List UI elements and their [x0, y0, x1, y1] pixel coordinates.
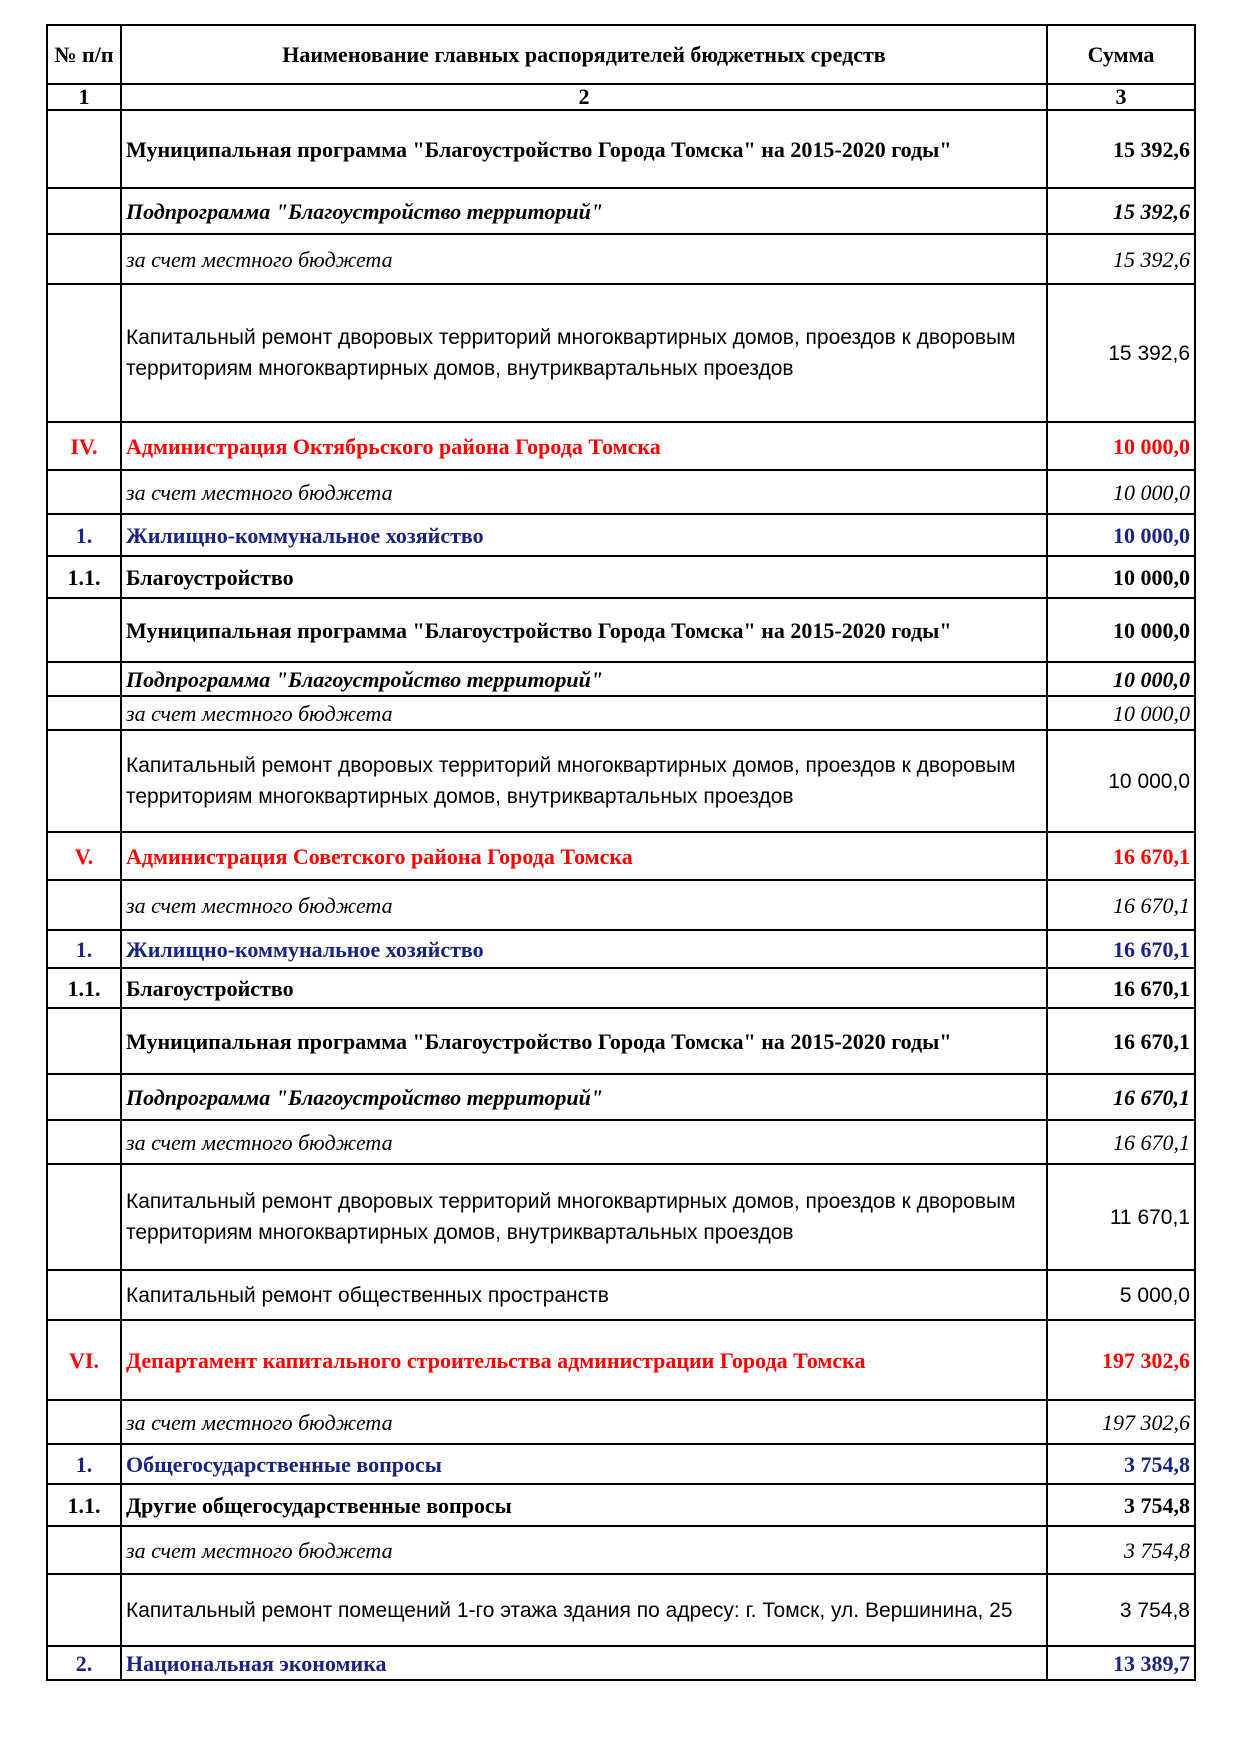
- table-row: [47, 832, 1195, 880]
- table-header-row: [47, 25, 1195, 84]
- row-sum: 10 000,0: [1047, 662, 1195, 696]
- row-name: Национальная экономика: [121, 1646, 1047, 1680]
- row-sum: 10 000,0: [1047, 696, 1195, 730]
- header-name: Наименование главных распорядителей бюджетных средств: [121, 25, 1047, 84]
- table-row: [47, 598, 1195, 662]
- row-name: Благоустройство: [121, 968, 1047, 1008]
- table-row: [47, 1120, 1195, 1164]
- table-row: [47, 1270, 1195, 1320]
- row-sum: 10 000,0: [1047, 730, 1195, 832]
- row-sum: 16 670,1: [1047, 930, 1195, 968]
- row-name: Другие общегосударственные вопросы: [121, 1484, 1047, 1526]
- row-sum: 3 754,8: [1047, 1574, 1195, 1646]
- row-name: за счет местного бюджета: [121, 880, 1047, 930]
- table-row: [47, 880, 1195, 930]
- row-sum: 15 392,6: [1047, 188, 1195, 234]
- table-body: [47, 110, 1195, 1680]
- row-number: [47, 1400, 121, 1444]
- row-sum: 15 392,6: [1047, 234, 1195, 284]
- row-number: 1.: [47, 1444, 121, 1484]
- row-number: [47, 730, 121, 832]
- row-sum: 16 670,1: [1047, 1120, 1195, 1164]
- table-row: [47, 234, 1195, 284]
- row-number: [47, 598, 121, 662]
- row-sum: 16 670,1: [1047, 968, 1195, 1008]
- row-sum: 11 670,1: [1047, 1164, 1195, 1270]
- row-sum: 16 670,1: [1047, 1008, 1195, 1074]
- table-row: [47, 1574, 1195, 1646]
- row-sum: 3 754,8: [1047, 1526, 1195, 1574]
- row-sum: 13 389,7: [1047, 1646, 1195, 1680]
- row-number: [47, 1270, 121, 1320]
- table-row: [47, 188, 1195, 234]
- row-number: [47, 1074, 121, 1120]
- row-number: [47, 110, 121, 188]
- row-name: Капитальный ремонт помещений 1-го этажа здания по адресу: г. Томск, ул. Вершинина, 25: [121, 1574, 1047, 1646]
- row-sum: 197 302,6: [1047, 1400, 1195, 1444]
- row-name: Подпрограмма "Благоустройство территорий": [121, 662, 1047, 696]
- table-row: [47, 110, 1195, 188]
- row-name: Благоустройство: [121, 556, 1047, 598]
- row-name: за счет местного бюджета: [121, 234, 1047, 284]
- row-sum: 10 000,0: [1047, 422, 1195, 470]
- row-sum: 16 670,1: [1047, 1074, 1195, 1120]
- row-number: [47, 662, 121, 696]
- row-sum: 15 392,6: [1047, 284, 1195, 422]
- row-name: Департамент капитального строительства администрации Города Томска: [121, 1320, 1047, 1400]
- row-name: Жилищно-коммунальное хозяйство: [121, 514, 1047, 556]
- row-number: 1.1.: [47, 556, 121, 598]
- table-row: [47, 284, 1195, 422]
- row-name: за счет местного бюджета: [121, 1400, 1047, 1444]
- table-row: [47, 1164, 1195, 1270]
- table-row: [47, 514, 1195, 556]
- column-number-3: 3: [1047, 84, 1195, 110]
- row-sum: 3 754,8: [1047, 1484, 1195, 1526]
- row-sum: 5 000,0: [1047, 1270, 1195, 1320]
- header-sum: Сумма: [1047, 25, 1195, 84]
- row-number: [47, 880, 121, 930]
- row-sum: 16 670,1: [1047, 832, 1195, 880]
- row-number: 1.1.: [47, 968, 121, 1008]
- row-name: Муниципальная программа "Благоустройство Города Томска" на 2015-2020 годы": [121, 598, 1047, 662]
- table-row: [47, 1484, 1195, 1526]
- row-sum: 197 302,6: [1047, 1320, 1195, 1400]
- row-name: Общегосударственные вопросы: [121, 1444, 1047, 1484]
- table-row: [47, 1320, 1195, 1400]
- column-number-row: [47, 84, 1195, 110]
- table-row: [47, 1444, 1195, 1484]
- row-name: Капитальный ремонт общественных пространств: [121, 1270, 1047, 1320]
- row-sum: 16 670,1: [1047, 880, 1195, 930]
- row-name: Капитальный ремонт дворовых территорий многоквартирных домов, проездов к дворовым территориям многоквартирных домов, внутриквартальных проездов: [121, 730, 1047, 832]
- table-row: [47, 1074, 1195, 1120]
- row-name: Капитальный ремонт дворовых территорий многоквартирных домов, проездов к дворовым территориям многоквартирных домов, внутриквартальных проездов: [121, 1164, 1047, 1270]
- table-row: [47, 1400, 1195, 1444]
- row-number: [47, 1120, 121, 1164]
- row-number: [47, 188, 121, 234]
- row-number: [47, 1526, 121, 1574]
- row-number: V.: [47, 832, 121, 880]
- table-row: [47, 968, 1195, 1008]
- table-row: [47, 1526, 1195, 1574]
- row-number: 1.: [47, 514, 121, 556]
- row-sum: 10 000,0: [1047, 556, 1195, 598]
- row-name: за счет местного бюджета: [121, 696, 1047, 730]
- row-name: Администрация Октябрьского района Города Томска: [121, 422, 1047, 470]
- column-number-1: 1: [47, 84, 121, 110]
- row-name: Администрация Советского района Города Томска: [121, 832, 1047, 880]
- row-name: Подпрограмма "Благоустройство территорий": [121, 188, 1047, 234]
- row-name: Муниципальная программа "Благоустройство Города Томска" на 2015-2020 годы": [121, 1008, 1047, 1074]
- table-row: [47, 696, 1195, 730]
- table-row: [47, 422, 1195, 470]
- row-number: [47, 1164, 121, 1270]
- row-number: [47, 284, 121, 422]
- table-row: [47, 470, 1195, 514]
- row-name: Капитальный ремонт дворовых территорий многоквартирных домов, проездов к дворовым территориям многоквартирных домов, внутриквартальных проездов: [121, 284, 1047, 422]
- row-name: за счет местного бюджета: [121, 470, 1047, 514]
- row-number: [47, 1008, 121, 1074]
- row-number: 1.1.: [47, 1484, 121, 1526]
- row-sum: 10 000,0: [1047, 598, 1195, 662]
- row-number: VI.: [47, 1320, 121, 1400]
- row-name: за счет местного бюджета: [121, 1526, 1047, 1574]
- row-sum: 3 754,8: [1047, 1444, 1195, 1484]
- table-row: [47, 730, 1195, 832]
- row-number: 2.: [47, 1646, 121, 1680]
- table-row: [47, 1008, 1195, 1074]
- table-row: [47, 662, 1195, 696]
- row-sum: 15 392,6: [1047, 110, 1195, 188]
- row-number: [47, 470, 121, 514]
- row-sum: 10 000,0: [1047, 470, 1195, 514]
- row-name: за счет местного бюджета: [121, 1120, 1047, 1164]
- column-number-2: 2: [121, 84, 1047, 110]
- row-name: Подпрограмма "Благоустройство территорий": [121, 1074, 1047, 1120]
- row-sum: 10 000,0: [1047, 514, 1195, 556]
- header-number: № п/п: [47, 25, 121, 84]
- row-number: IV.: [47, 422, 121, 470]
- table-row: [47, 930, 1195, 968]
- row-name: Муниципальная программа "Благоустройство Города Томска" на 2015-2020 годы": [121, 110, 1047, 188]
- table-row: [47, 1646, 1195, 1680]
- row-number: [47, 234, 121, 284]
- row-name: Жилищно-коммунальное хозяйство: [121, 930, 1047, 968]
- row-number: [47, 1574, 121, 1646]
- row-number: 1.: [47, 930, 121, 968]
- table-row: [47, 556, 1195, 598]
- row-number: [47, 696, 121, 730]
- budget-table: [46, 24, 1196, 1681]
